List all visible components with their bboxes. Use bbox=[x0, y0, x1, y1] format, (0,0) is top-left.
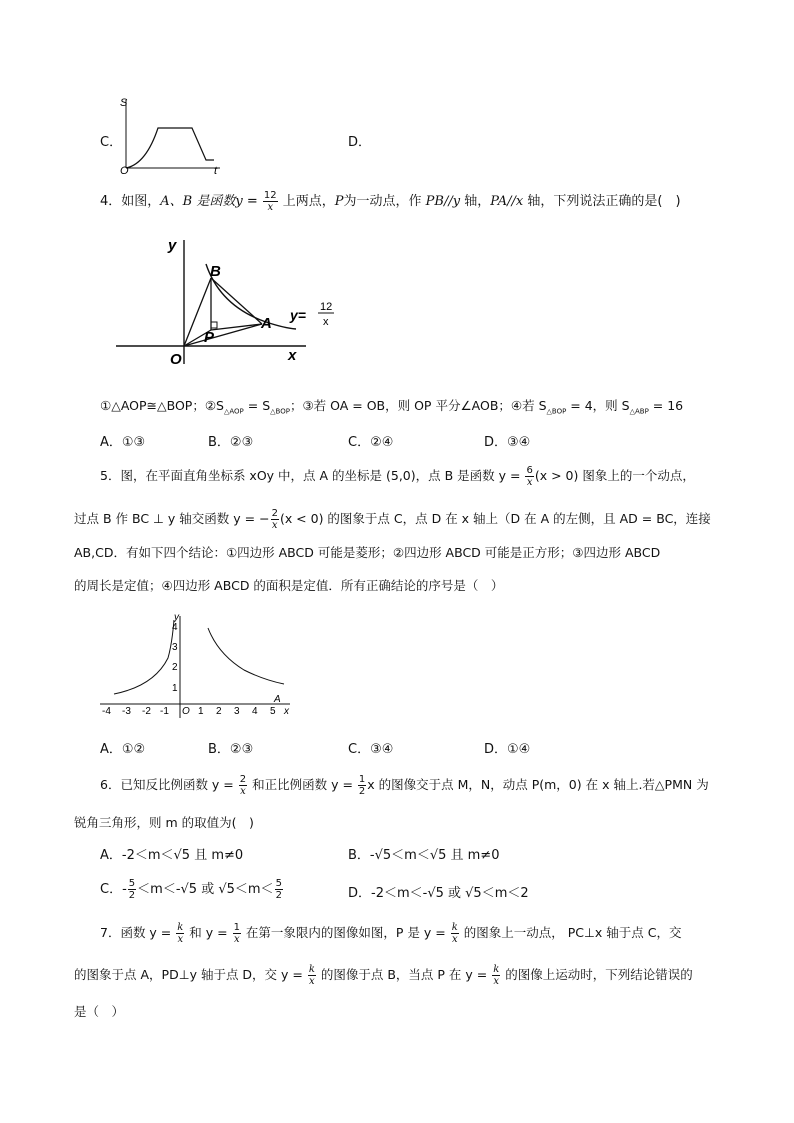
graph-c-origin: O bbox=[120, 165, 129, 176]
q5-x-tick-8: 5 bbox=[270, 706, 276, 717]
q5-option-b[interactable]: B．②③ bbox=[208, 742, 254, 757]
q6-line-2: 锐角三角形，则 m 的取值为( ) bbox=[74, 815, 254, 830]
q5-x-axis-label: x bbox=[284, 706, 289, 717]
q5-x-tick-7: 4 bbox=[252, 706, 258, 717]
q7-line-3: 是（ ） bbox=[74, 1004, 125, 1019]
q4-option-b[interactable]: B．②③ bbox=[208, 435, 254, 450]
q4-graph-func-den: x bbox=[323, 316, 329, 328]
graph-c-y-label: S bbox=[120, 97, 128, 109]
q5-option-a[interactable]: A．①② bbox=[100, 742, 146, 757]
q5-y-axis-label: y bbox=[174, 614, 179, 623]
q5-option-c[interactable]: C．③④ bbox=[348, 742, 394, 757]
option-c-label: C． bbox=[100, 135, 123, 150]
q5-line-4: 的周长是定值；④四边形 ABCD 的面积是定值．所有正确结论的序号是（ ） bbox=[74, 578, 504, 593]
q4-option-d[interactable]: D．③④ bbox=[484, 435, 531, 450]
q4-graph bbox=[116, 236, 346, 370]
q5-y-tick-3: 3 bbox=[172, 642, 178, 653]
q6-option-a[interactable]: A．-2＜m＜√5 且 m≠0 bbox=[100, 848, 244, 863]
q4-graph-x-label: x bbox=[288, 347, 297, 364]
q5-graph bbox=[94, 614, 294, 720]
graph-c-s-t bbox=[116, 94, 226, 176]
q5-x-tick-5: 2 bbox=[216, 706, 222, 717]
q5-point-a: A bbox=[274, 694, 281, 705]
q4-graph-origin: O bbox=[170, 351, 182, 368]
q5-x-tick-4: 1 bbox=[198, 706, 204, 717]
q5-x-tick-1: -3 bbox=[122, 706, 131, 717]
q5-line-1: 5．图，在平面直角坐标系 xOy 中，点 A 的坐标是 (5,0)，点 B 是函数 y = $\frac{6}{x}$ (x > 0) 图象上的一个动点， bbox=[100, 465, 695, 488]
q5-line-2: 过点 B 作 BC ⊥ y 轴交函数 y = − $\frac{2}{x}$ (x < 0) 的图象于点 C，点 D 在 x 轴上（D 在 A 的左侧，且 AD = BC，连接 bbox=[74, 508, 711, 531]
q7-line-2: 的图象于点 A，PD⊥y 轴于点 D，交 y = $\frac{k}{x}$ 的图像于点 B，当点 P 在 y = $\frac{k}{x}$ 的图像上运动时，下列结论错误的 bbox=[74, 964, 693, 987]
q6-line-1: 6．已知反比例函数 y = $\frac{2}{x}$ 和正比例函数 y = $\frac{1}{2}$ x 的图像交于点 M，N，动点 P(m，0) 在 x 轴上.若△PMN 为 bbox=[100, 774, 709, 797]
q5-x-tick-6: 3 bbox=[234, 706, 240, 717]
q5-line-3: AB,CD．有如下四个结论：①四边形 ABCD 可能是菱形；②四边形 ABCD 可能是正方形；③四边形 ABCD bbox=[74, 545, 661, 560]
q6-option-b[interactable]: B．-√5＜m＜√5 且 m≠0 bbox=[348, 848, 500, 863]
q4-graph-point-a: A bbox=[261, 315, 272, 332]
q4-graph-func-label: y= bbox=[290, 307, 306, 323]
q5-option-d[interactable]: D．①④ bbox=[484, 742, 531, 757]
q5-y-tick-1: 1 bbox=[172, 683, 178, 694]
q4-statements: ①△AOP≅△BOP；$②S_{\triangle AOP} = S_{\triangle BOP}$；③若 OA = OB，则 OP 平分∠AOB；④若 $S_{\triangle BOP} = 4$，则 $S_{\triangle ABP} = 16$ bbox=[100, 398, 684, 416]
q4-graph-point-p: P bbox=[204, 329, 215, 346]
q6-option-d[interactable]: D．-2＜m＜-√5 或 √5＜m＜2 bbox=[348, 886, 529, 901]
q4-option-a[interactable]: A．①③ bbox=[100, 435, 146, 450]
q5-x-tick-2: -2 bbox=[142, 706, 151, 717]
q4-stem: 4．如图，A、B 是函数y = $\frac{12}{x}$ 上两点，P为一动点，作 PB//y 轴，PA//x 轴，下列说法正确的是( ) bbox=[100, 190, 681, 213]
q4-graph-func-num: 12 bbox=[320, 301, 333, 313]
q7-line-1: 7．函数 y = $\frac{k}{x}$ 和 y = $\frac{1}{x}$ 在第一象限内的图像如图，P 是 y = $\frac{k}{x}$ 的图象上一动点， PC⊥x 轴于点 C，交 bbox=[100, 922, 682, 945]
graph-c-x-label: t bbox=[214, 165, 218, 176]
q4-option-c[interactable]: C．②④ bbox=[348, 435, 394, 450]
q5-x-tick-0: -4 bbox=[102, 706, 111, 717]
q6-option-c[interactable]: C．- $\frac{5}{2}$ ＜m＜-√5 或 √5＜m＜ $\frac{5}{2}$ bbox=[100, 878, 282, 901]
q5-y-tick-2: 2 bbox=[172, 662, 178, 673]
q4-graph-point-b: B bbox=[210, 263, 221, 280]
q5-y-tick-4: 4 bbox=[172, 622, 178, 633]
q5-origin: O bbox=[182, 706, 190, 717]
q5-x-tick-3: -1 bbox=[160, 706, 169, 717]
q4-graph-y-label: y bbox=[168, 237, 177, 254]
option-d-label: D． bbox=[348, 135, 372, 150]
